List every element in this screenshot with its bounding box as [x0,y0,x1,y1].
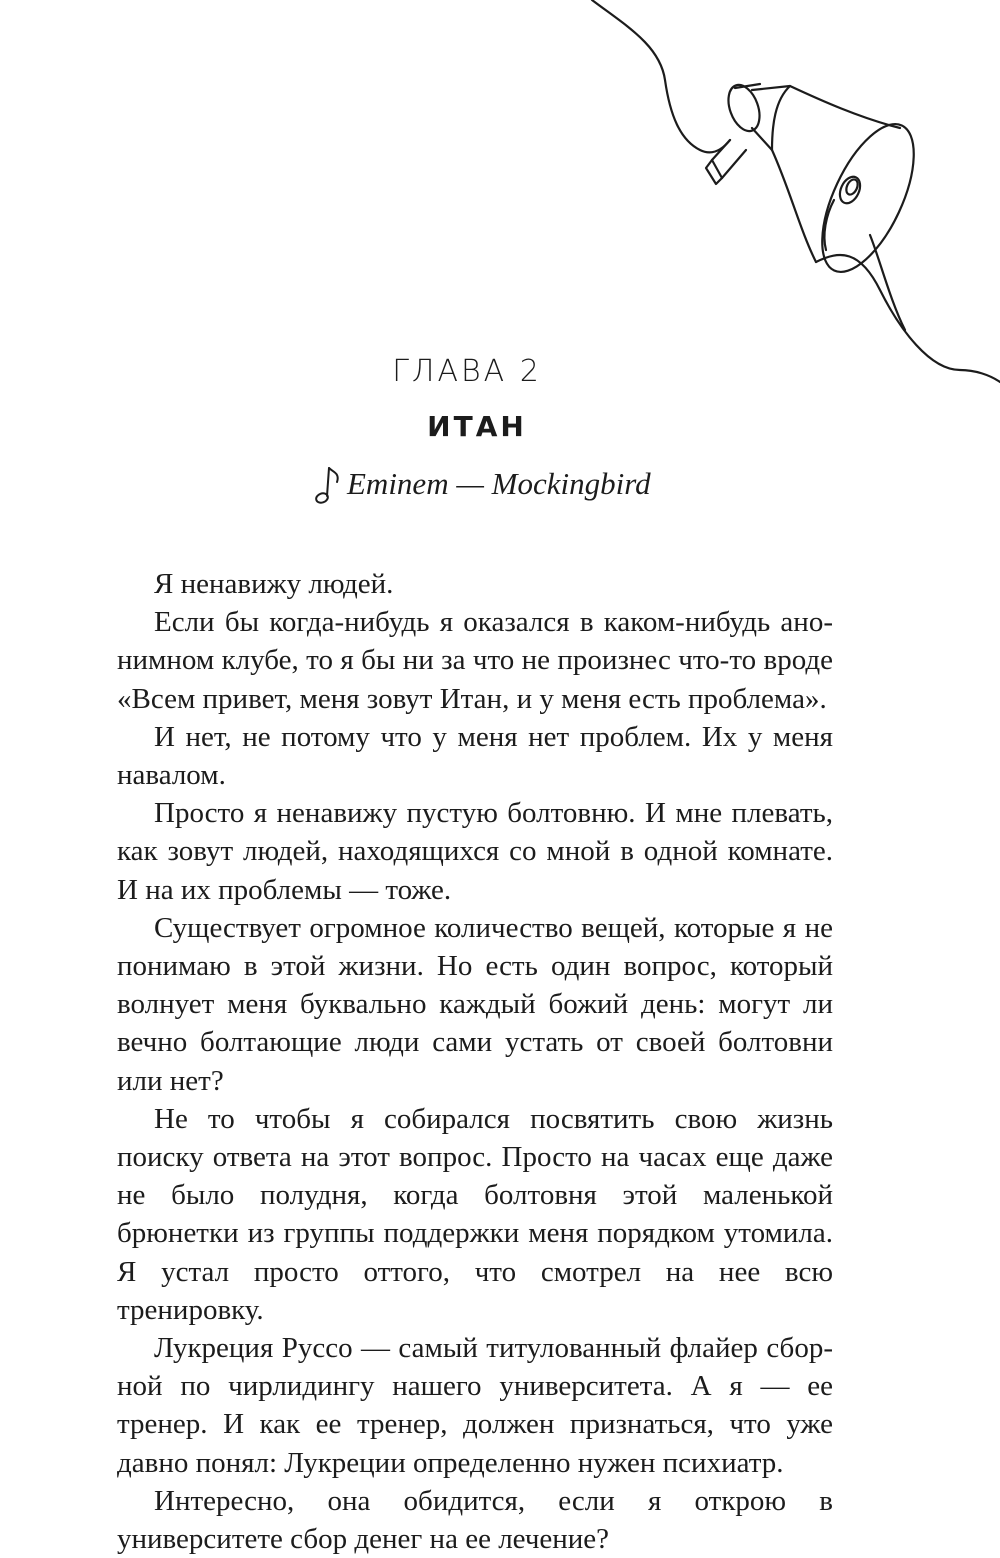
music-note-icon [313,462,343,506]
megaphone-icon [0,0,1000,400]
song-epigraph [313,462,651,506]
paragraph: Существует огромное количество вещей, которые я не понимаю в этой жизни. Но есть один вопрос, который волнует меня буквально каждый божий день: могут ли вечно болтающие люди сами устать от своей болтовни или нет? [117,911,833,1097]
narrator-name: ИТАН [427,410,527,443]
chapter-text [117,565,833,1558]
paragraph: Не то чтобы я собирался посвятить свою жизнь поиску ответа на этот вопрос. Просто на часах еще даже не было полудня, когда болтовня этой маленькой брюнетки из группы поддержки меня порядком утомила. Я устал просто оттого, что смотрел на нее всю тренировку. [117,1102,833,1326]
paragraph: Интересно, она обидится, если я открою в университете сбор денег на ее лечение? [117,1484,833,1556]
paragraph: Лукреция Руссо — самый титулованный флайер сборной по чирлидингу нашего университета. А я — ее тренер. И как ее тренер, должен признаться, что уже давно понял: Лукреции определенно нужен психиатр. [117,1332,833,1479]
paragraph: Просто я ненавижу пустую болтовню. И мне плевать, как зовут людей, находящихся со мной в одной комнате. И на их проблемы — тоже. [117,797,833,906]
paragraph: И нет, не потому что у меня нет проблем. Их у меня навалом. [117,720,833,792]
paragraph: Я ненавижу людей. [154,568,394,600]
song-title: Eminem — Mockingbird [347,466,651,501]
paragraph: Если бы когда-нибудь я оказался в каком-нибудь анонимном клубе, то я бы ни за что не произнес что-то вроде «Всем привет, меня зовут Итан, и у меня есть проблема». [117,606,833,715]
chapter-title: ГЛАВА 2 [392,354,542,389]
